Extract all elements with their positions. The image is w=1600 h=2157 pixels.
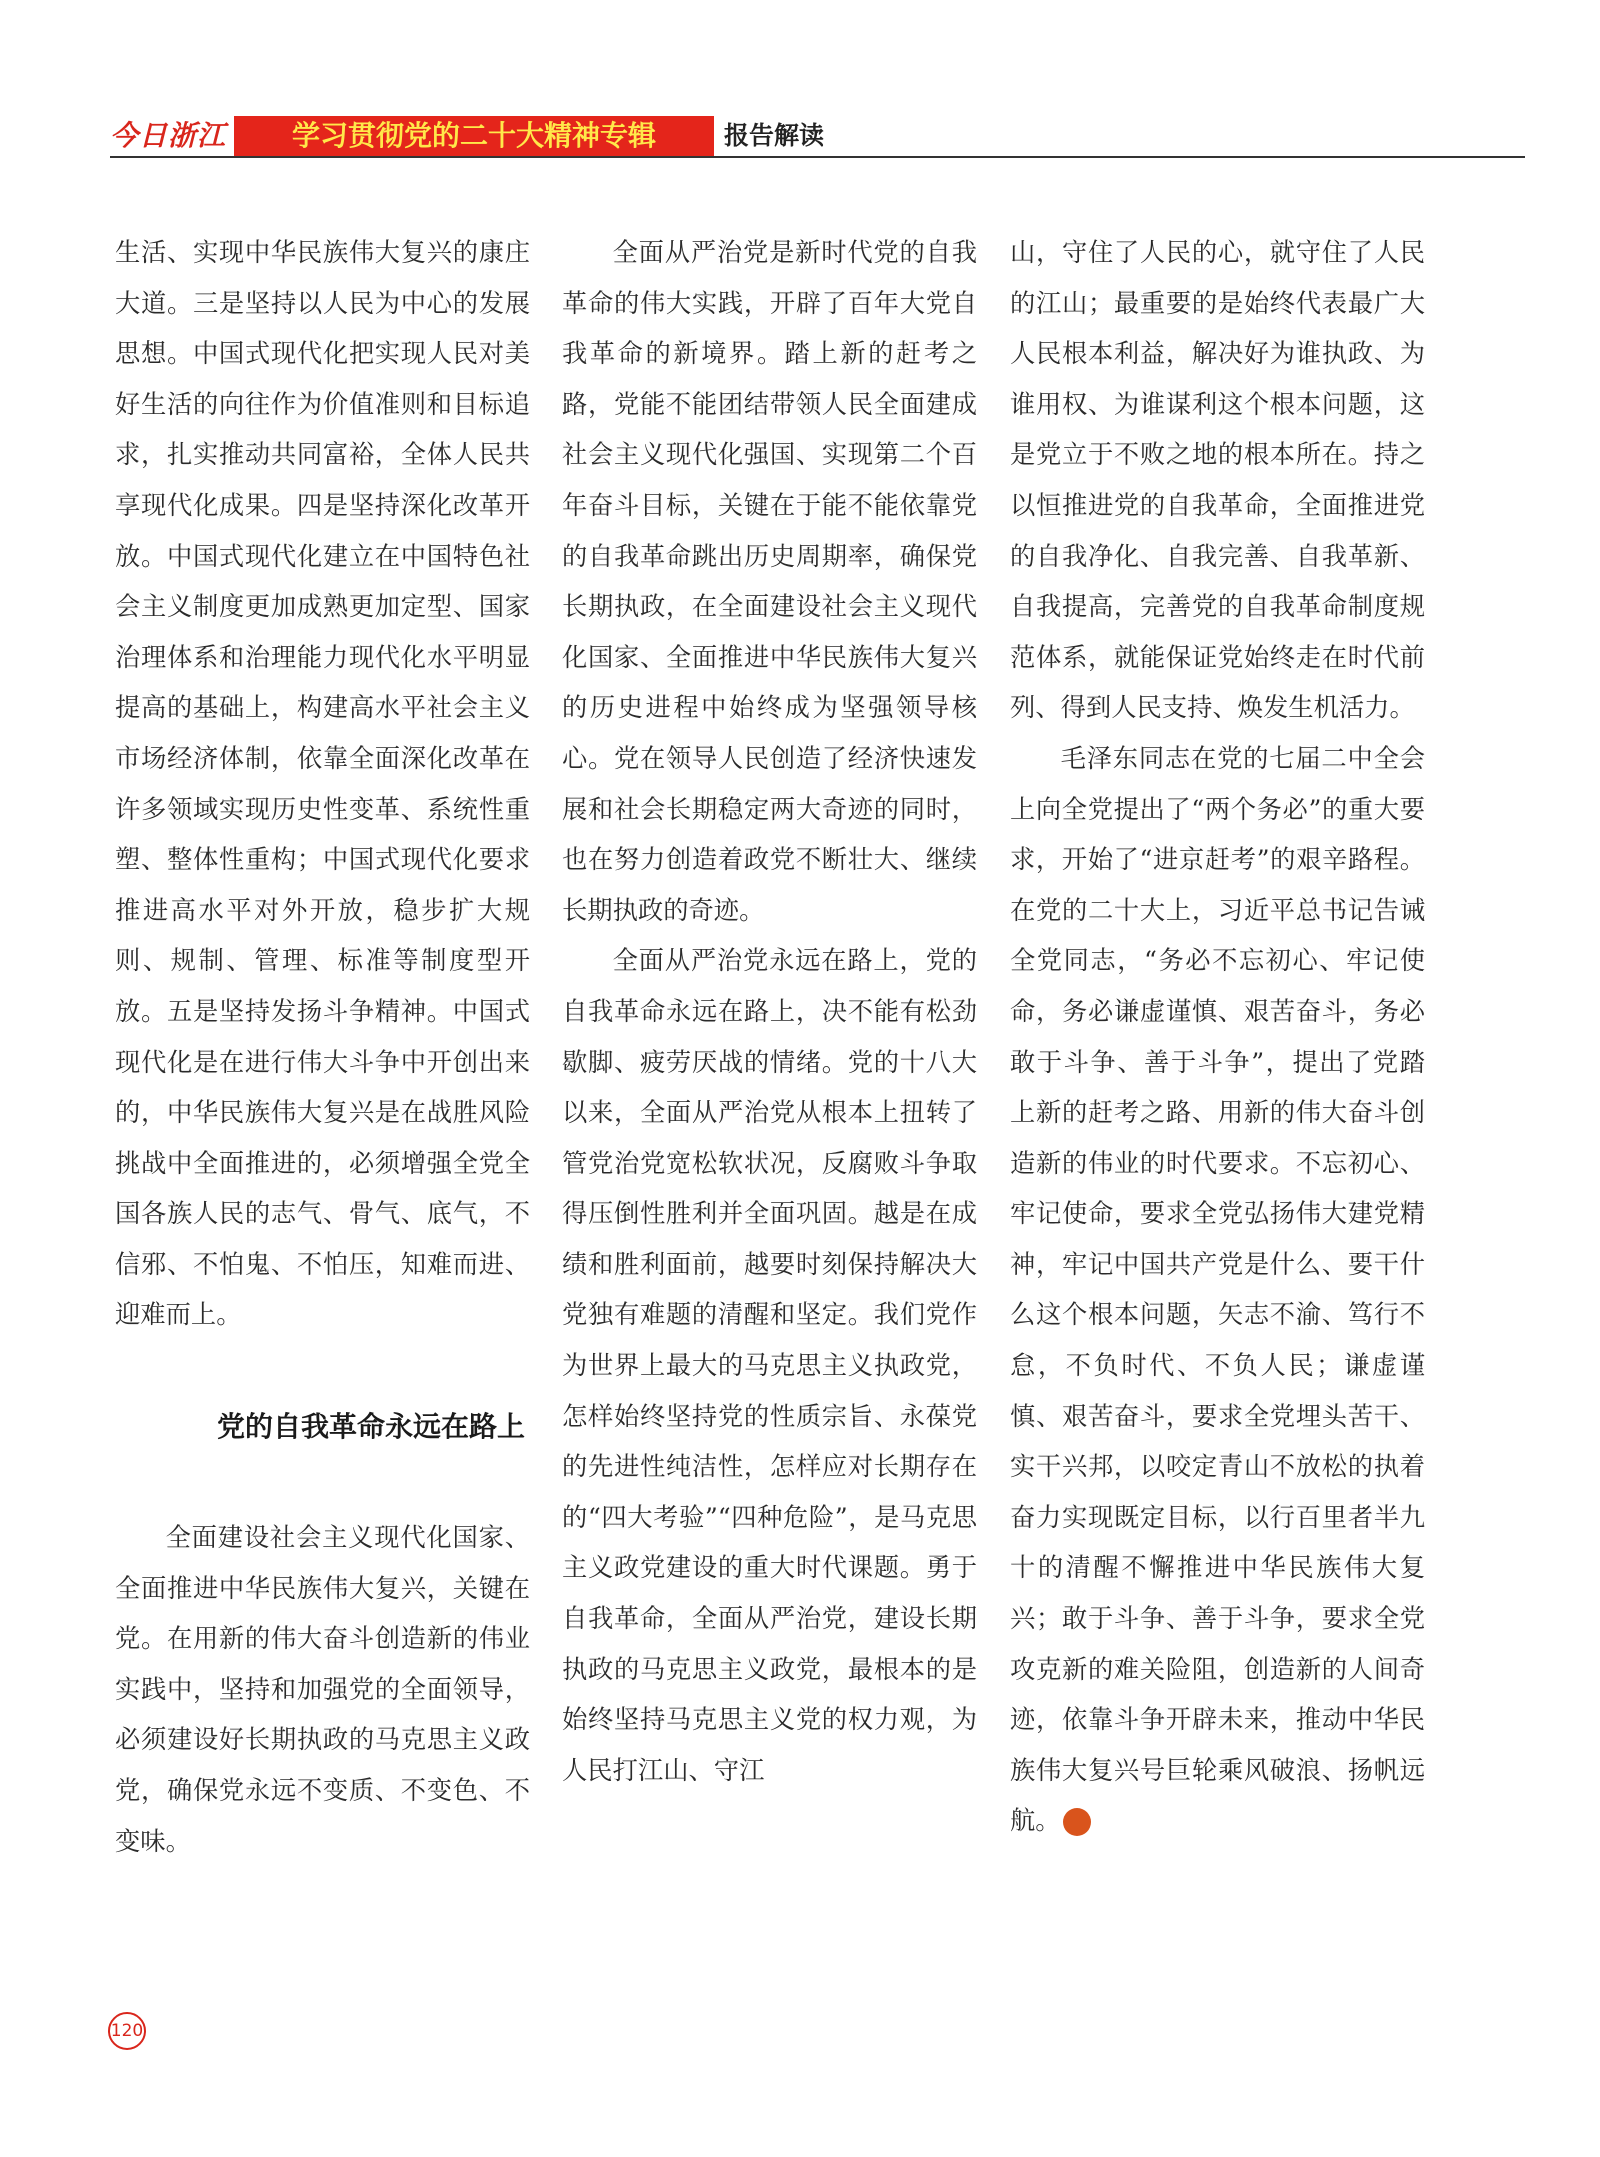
section-title: 报告解读 [724,121,825,150]
text-column-3 [1010,228,1425,1847]
paragraph-final [1010,734,1425,1847]
page-header [110,116,1520,156]
magazine-logo: 今日浙江 [110,119,227,152]
paragraph-text: 毛泽东同志在党的七届二中全会上向全党提出了“两个务必”的重大要求，开始了“进京赶考”的艰辛路程。在党的二十大上，习近平总书记告诫全党同志，“务必不忘初心、牢记使命，务必谦虚谨慎、艰苦奋斗，务必敢于斗争、善于斗争”，提出了党踏上新的赶考之路、用新的伟大奋斗创造新的伟业的时代要求。不忘初心、牢记使命，要求全党弘扬伟大建党精神，牢记中国共产党是什么、要干什么这个根本问题，矢志不渝、笃行不怠，不负时代、不负人民；谦虚谨慎、艰苦奋斗，要求全党埋头苦干、实干兴邦，以咬定青山不放松的执着奋力实现既定目标，以行百里者半九十的清醒不懈推进中华民族伟大复兴；敢于斗争、善于斗争，要求全党攻克新的难关险阻，创造新的人间奇迹，依靠斗争开辟未来，推动中华民族伟大复兴号巨轮乘风破浪、扬帆远航。 [1010,743,1425,1836]
paragraph: 全面从严治党是新时代党的自我革命的伟大实践，开辟了百年大党自我革命的新境界。踏上新的赶考之路，党能不能团结带领人民全面建成社会主义现代化强国、实现第二个百年奋斗目标，关键在于能不能依靠党的自我革命跳出历史周期率，确保党长期执政，在全面建设社会主义现代化国家、全面推进中华民族伟大复兴的历史进程中始终成为坚强领导核心。党在领导人民创造了经济快速发展和社会长期稳定两大奇迹的同时，也在努力创造着政党不断壮大、继续长期执政的奇迹。 [562,238,977,925]
special-issue-banner: 学习贯彻党的二十大精神专辑 [234,116,714,156]
text-column-1 [115,228,530,1867]
paragraph: 全面从严治党永远在路上，党的自我革命永远在路上，决不能有松劲歇脚、疲劳厌战的情绪。党的十八大以来，全面从严治党从根本上扭转了管党治党宽松软状况，反腐败斗争取得压倒性胜利并全面巩固。越是在成绩和胜利面前，越要时刻保持解决大党独有难题的清醒和坚定。我们党作为世界上最大的马克思主义执政党，怎样始终坚持党的性质宗旨、永葆党的先进性纯洁性，怎样应对长期存在的“四大考验”“四种危险”，是马克思主义政党建设的重大时代课题。勇于自我革命，全面从严治党，建设长期执政的马克思主义政党，最根本的是始终坚持马克思主义党的权力观，为人民打江山、守江 [562,946,977,1785]
section-subheading: 党的自我革命永远在路上 [216,1410,525,1444]
paragraph: 生活、实现中华民族伟大复兴的康庄大道。三是坚持以人民为中心的发展思想。中国式现代化把实现人民对美好生活的向往作为价值准则和目标追求，扎实推动共同富裕，全体人民共享现代化成果。四是坚持深化改革开放。中国式现代化建立在中国特色社会主义制度更加成熟更加定型、国家治理体系和治理能力现代化水平明显提高的基础上，构建高水平社会主义市场经济体制，依靠全面深化改革在许多领域实现历史性变革、系统性重塑、整体性重构；中国式现代化要求推进高水平对外开放，稳步扩大规则、规制、管理、标准等制度型开放。五是坚持发扬斗争精神。中国式现代化是在进行伟大斗争中开创出来的，中华民族伟大复兴是在战胜风险挑战中全面推进的，必须增强全党全国各族人民的志气、骨气、底气，不信邪、不怕鬼、不怕压，知难而进、迎难而上。 [115,238,530,1330]
text-column-2 [562,228,977,1796]
page-number: 120 [108,2012,146,2050]
header-divider [110,156,1525,158]
paragraph: 山，守住了人民的心，就守住了人民的江山；最重要的是始终代表最广大人民根本利益，解决好为谁执政、为谁用权、为谁谋利这个根本问题，这是党立于不败之地的根本所在。持之以恒推进党的自我革命，全面推进党的自我净化、自我完善、自我革新、自我提高，完善党的自我革命制度规范体系，就能保证党始终走在时代前列、得到人民支持、焕发生机活力。 [1010,238,1425,723]
paragraph: 全面建设社会主义现代化国家、全面推进中华民族伟大复兴，关键在党。在用新的伟大奋斗创造新的伟业实践中，坚持和加强党的全面领导，必须建设好长期执政的马克思主义政党，确保党永远不变质、不变色、不变味。 [115,1523,530,1856]
end-of-article-icon: 今 [1063,1808,1091,1836]
